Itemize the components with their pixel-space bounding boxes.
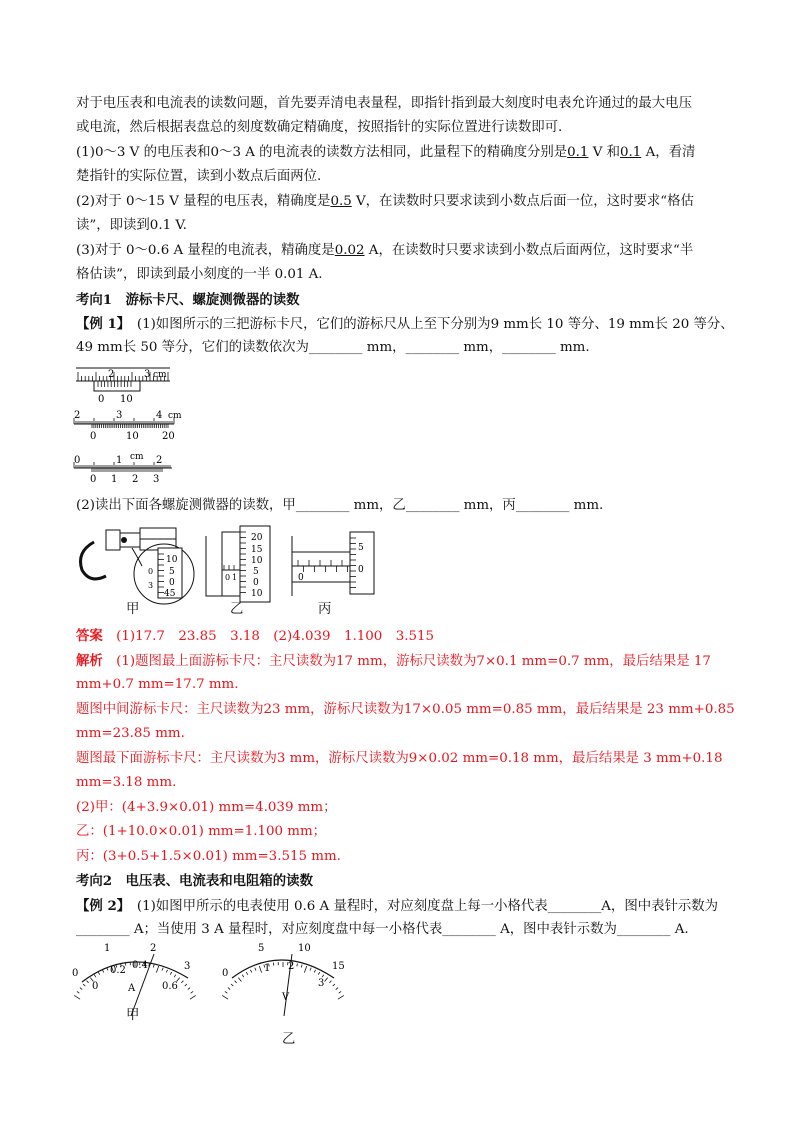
example-2-line-2: ________ A；当使用 3 A 量程时，对应刻度盘中每一小格代表________ A，图中表针示数为________ A.	[76, 922, 689, 937]
example-label: 【例 2】	[76, 898, 124, 914]
caliper-3-vernier-label: 1	[111, 474, 118, 485]
meter-tick	[325, 978, 328, 982]
intro-line-3	[76, 143, 726, 163]
micrometer-jia-thimble-label: 45	[164, 589, 176, 599]
meter-tick	[246, 972, 248, 975]
caliper-3-main-label: 2	[156, 455, 163, 466]
meter-tick	[222, 995, 228, 999]
intro-line-6: 读”，即读到0.1 V.	[76, 218, 187, 233]
micrometer-yi-sleeve-label: 1	[232, 573, 238, 582]
meter-tick	[310, 968, 311, 971]
caliper-1-vernier-label: 10	[120, 394, 133, 405]
meter-tick	[107, 968, 108, 971]
underlined-value: 0.02	[334, 243, 365, 258]
analysis-line-2: mm+0.7 mm=17.7 mm.	[76, 677, 239, 692]
meter-tick	[185, 984, 187, 986]
meter-tick	[80, 988, 82, 990]
micrometer-yi-thimble-label: 10	[251, 589, 263, 599]
meter-tick	[98, 972, 100, 975]
micrometer-yi-thimble-label: 10	[251, 556, 263, 566]
meter-tick	[174, 975, 176, 978]
section-1-title: 考向1 游标卡尺、螺旋测微器的读数	[76, 292, 300, 308]
underlined-value: 0.1	[620, 145, 642, 160]
meter-tick	[166, 970, 167, 973]
ammeter-upper-label: 0	[72, 968, 79, 979]
ammeter-upper-label: 1	[104, 943, 111, 954]
micrometer-jia-thimble-label: 0	[169, 578, 175, 588]
analysis-text: (1)题图最上面游标卡尺：主尺读数为17 mm，游标尺读数为7×0.1 mm=0.7 mm，最后结果是 17	[102, 654, 711, 669]
micrometer-jia-thimble-label: 10	[166, 555, 178, 565]
meter-tick	[228, 988, 230, 990]
analysis-line-8: 乙：(1+10.0×0.01) mm=1.100 mm；	[76, 824, 327, 839]
caliper-3	[74, 452, 172, 485]
intro-line-2: 或电流，然后根据表盘总的刻度数确定精确度，按照指针的实际位置进行读数即可.	[76, 120, 563, 135]
meter-tick	[329, 981, 331, 983]
ammeter-unit: A	[128, 983, 136, 994]
meter-tick	[235, 981, 237, 983]
micrometer-bing-sleeve-label: 0	[298, 573, 304, 583]
micrometer-bing-thimble-label: 5	[358, 543, 364, 553]
caliper-3-vernier-label: 2	[132, 474, 139, 485]
meter-tick	[153, 965, 154, 968]
caliper-2-vernier-label: 0	[90, 431, 97, 442]
meter-tick	[83, 984, 85, 986]
text: A，在读数时只要求读到小数点后面两位，这时要求“半	[364, 243, 694, 258]
micrometer-yi	[206, 526, 270, 602]
meter-tick	[242, 975, 244, 978]
meter-tick	[87, 981, 89, 983]
meter-tick	[225, 991, 227, 993]
text: V，在读数时只要求读到小数点后面一位，这时要求“格估	[351, 194, 694, 209]
meter-tick	[255, 968, 256, 971]
example-2-line-1	[76, 896, 726, 917]
voltmeter-upper-label: 0	[222, 968, 229, 979]
example-1-line-3: (2)读出下面各螺旋测微器的读数，甲________ mm，乙________ mm，丙________ mm.	[76, 498, 604, 513]
micrometer-jia	[81, 528, 195, 604]
meter-yi-caption: 乙	[282, 1032, 296, 1047]
meter-tick	[314, 970, 315, 973]
voltmeter-upper-label: 5	[258, 943, 265, 954]
micrometer-yi-thimble-label: 5	[253, 567, 259, 577]
answer-text: (1)17.7 23.85 3.18 (2)4.039 1.100 3.515	[102, 629, 435, 644]
meter-tick	[77, 991, 79, 993]
meter-tick	[156, 966, 158, 973]
meter-tick	[339, 991, 341, 993]
caliper-1-unit: cm	[153, 370, 167, 380]
intro-line-8: 格估读”，即读到最小刻度的一半 0.01 A.	[76, 267, 323, 282]
meter-tick	[94, 975, 96, 978]
caliper-1-vernier-label: 0	[98, 394, 105, 405]
micrometer-jia-thimble-label: 5	[169, 567, 175, 577]
micrometer-yi-thimble-label: 0	[253, 578, 259, 588]
meter-tick	[188, 988, 190, 990]
voltmeter-lower-label: 3	[318, 978, 325, 989]
voltmeter-lower-label: 2	[288, 961, 295, 972]
caliper-2-main-label: 4	[156, 410, 163, 421]
text: A，看清	[641, 145, 696, 160]
meter-tick	[74, 995, 80, 999]
answer-line	[76, 626, 726, 647]
meter-tick	[162, 968, 163, 971]
analysis-line-4: mm=23.85 mm.	[76, 726, 185, 741]
text: (2)对于 0～15 V 量程的电压表，精确度是	[76, 194, 331, 209]
voltmeter-unit: V	[282, 992, 290, 1003]
text: (1)0～3 V 的电压表和0～3 A 的电流表的读数方法相同，此量程下的精确度分别是	[76, 145, 568, 160]
meters-figure	[70, 938, 360, 1026]
voltmeter-yi	[222, 943, 345, 1016]
caliper-2-main-label: 3	[116, 410, 123, 421]
ammeter-upper-label: 2	[150, 943, 157, 954]
meter-tick	[170, 972, 172, 975]
caliper-1-main-label: 3	[144, 369, 151, 380]
micrometer-bing-caption: 丙	[318, 602, 332, 617]
example-1-line-1	[76, 314, 734, 335]
caliper-3-main-label: 1	[116, 455, 123, 466]
analysis-line-7: (2)甲：(4+3.9×0.01) mm=4.039 mm；	[76, 800, 337, 815]
caliper-3-main-label: 0	[74, 455, 81, 466]
meter-tick	[338, 995, 344, 999]
micrometer-yi-caption: 乙	[230, 602, 244, 617]
meter-tick	[238, 978, 241, 982]
caliper-3-unit: cm	[130, 452, 144, 462]
underlined-value: 0.1	[567, 145, 589, 160]
caliper-3-vernier-label: 3	[153, 474, 160, 485]
meter-tick	[336, 988, 338, 990]
meter-tick	[259, 966, 261, 973]
ammeter-upper-label: 3	[184, 961, 191, 972]
caliper-1	[76, 368, 170, 405]
meter-tick	[297, 964, 298, 967]
text: (1)如图甲所示的电表使用 0.6 A 量程时，对应刻度盘上每一小格代表________A，图中表针示数为	[123, 899, 719, 914]
text: (1)如图所示的三把游标卡尺，它们的游标尺从上至下分别为9 mm长 10 等分、19 mm长 20 等分、	[123, 317, 734, 332]
section-2-title: 考向2 电压表、电流表和电阻箱的读数	[76, 873, 313, 889]
meter-tick	[304, 966, 306, 973]
intro-line-4: 楚指针的实际位置，读到小数点后面两位.	[76, 169, 322, 184]
meter-tick	[231, 984, 233, 986]
meter-tick	[333, 984, 335, 986]
micrometer-jia-sleeve-label: 3	[148, 581, 154, 590]
vernier-calipers-figure	[70, 362, 190, 488]
analysis-line-3: 题图中间游标卡尺：主尺读数为23 mm，游标尺读数为17×0.05 mm=0.85 mm，最后结果是 23 mm+0.85	[76, 702, 735, 717]
ammeter-lower-label: 0.4	[132, 960, 148, 971]
micrometer-jia-sleeve-label: 0	[148, 567, 154, 576]
voltmeter-lower-label: 1	[264, 963, 271, 974]
text: V 和	[588, 145, 621, 160]
caliper-2	[74, 410, 182, 442]
meter-tick	[301, 965, 302, 968]
meter-jia-caption: 甲	[126, 1008, 140, 1023]
intro-line-5	[76, 192, 726, 212]
ammeter-lower-label: 0.6	[162, 981, 178, 992]
meter-tick	[318, 972, 320, 975]
caliper-2-vernier-label: 10	[126, 431, 139, 442]
analysis-line-1	[76, 651, 726, 672]
meter-tick	[322, 975, 324, 978]
voltmeter-upper-label: 15	[332, 961, 345, 972]
meter-tick	[250, 970, 251, 973]
underlined-value: 0.5	[330, 194, 352, 209]
example-1-line-2: 49 mm长 50 等分，它们的读数依次为________ mm，________ mm，________ mm.	[76, 340, 590, 355]
micrometer-bing-thimble-label: 0	[358, 565, 364, 575]
analysis-label: 解析	[76, 653, 103, 669]
micrometer-yi-thimble-label: 20	[251, 533, 263, 543]
micrometer-jia-caption: 甲	[126, 602, 140, 617]
analysis-line-9: 丙：(3+0.5+1.5×0.01) mm=3.515 mm.	[76, 849, 341, 864]
analysis-line-6: mm=3.18 mm.	[76, 775, 177, 790]
caliper-1-main-label: 2	[108, 369, 115, 380]
meter-tick	[181, 981, 183, 983]
text: (3)对于 0～0.6 A 量程的电流表，精确度是	[76, 243, 335, 258]
caliper-2-vernier-label: 20	[162, 431, 175, 442]
caliper-2-main-label: 2	[74, 410, 81, 421]
voltmeter-upper-label: 10	[298, 943, 311, 954]
caliper-2-unit: cm	[168, 411, 182, 421]
ammeter-lower-label: 0.2	[110, 965, 126, 976]
micrometer-yi-sleeve-label: 0	[225, 573, 231, 582]
caliper-3-vernier-label: 0	[90, 474, 97, 485]
intro-line-1: 对于电压表和电流表的读数问题，首先要弄清电表量程，即指针指到最大刻度时电表允许通过的最大电压	[76, 96, 692, 111]
ammeter-lower-label: 0	[92, 981, 99, 992]
micrometer-bing	[292, 532, 374, 596]
answer-label: 答案	[76, 628, 103, 644]
meter-tick	[190, 995, 196, 999]
example-label: 【例 1】	[76, 316, 124, 332]
meter-tick	[191, 991, 193, 993]
intro-line-7	[76, 241, 726, 261]
micrometer-yi-thimble-label: 15	[251, 545, 263, 555]
analysis-line-5: 题图最下面游标卡尺：主尺读数为3 mm，游标尺读数为9×0.02 mm=0.18 mm，最后结果是 3 mm+0.18	[76, 751, 723, 766]
meter-tick	[102, 970, 103, 973]
